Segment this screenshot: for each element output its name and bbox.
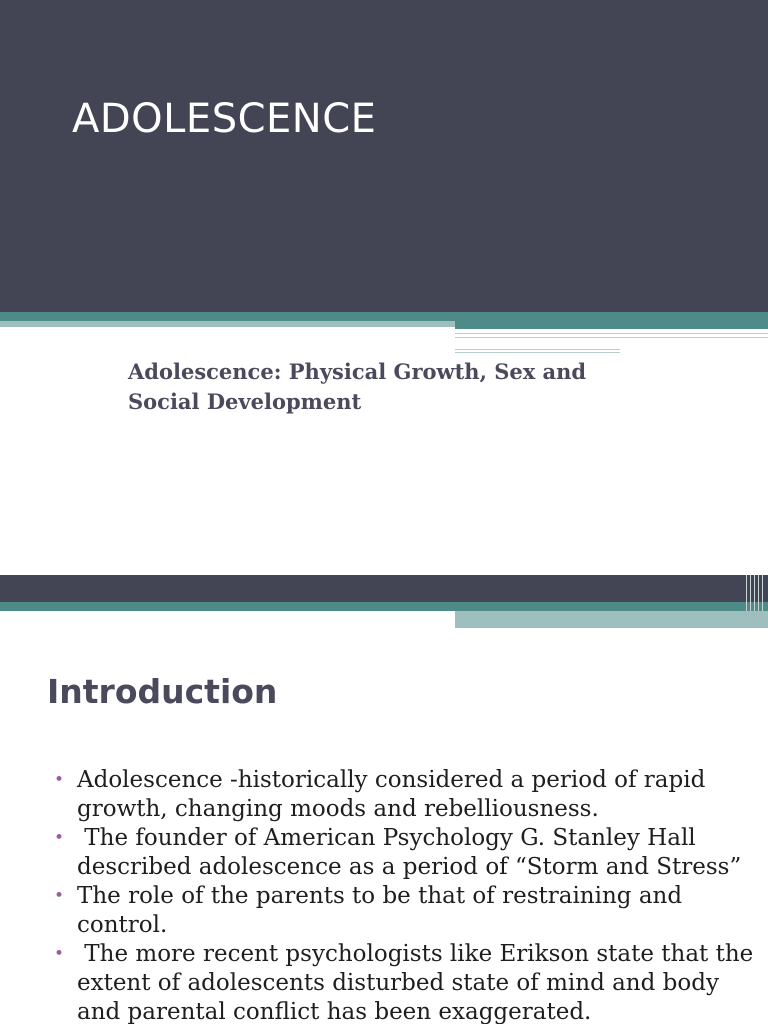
list-item xyxy=(54,940,754,1024)
list-item-line: The role of the parents to be that of restraining and xyxy=(77,883,683,909)
bullet-dot-icon: • xyxy=(54,886,65,906)
list-item-line: and parental conflict has been exaggerated. xyxy=(77,999,592,1024)
list-item xyxy=(54,882,744,940)
decorative-stripes xyxy=(744,575,768,611)
decorative-lines xyxy=(455,331,768,347)
section-title: Introduction xyxy=(47,672,278,711)
list-item-line: Adolescence -historically considered a period of rapid xyxy=(77,767,706,793)
list-item-line: growth, changing moods and rebelliousness. xyxy=(77,796,599,822)
list-item-line: The more recent psychologists like Erikson state that the xyxy=(77,941,754,967)
header-band xyxy=(0,575,768,602)
bullet-dot-icon: • xyxy=(54,944,65,964)
header-band xyxy=(0,0,768,312)
subtitle-line: Social Development xyxy=(128,389,362,414)
list-item xyxy=(54,766,744,824)
list-item xyxy=(54,824,744,882)
introduction-slide xyxy=(0,575,768,1024)
list-item-line: extent of adolescents disturbed state of mind and body xyxy=(77,970,719,996)
slide-subtitle xyxy=(128,357,688,417)
light-teal-stripe xyxy=(455,611,768,628)
bullet-dot-icon: • xyxy=(54,828,65,848)
list-item-line: The founder of American Psychology G. Stanley Hall xyxy=(77,825,696,851)
teal-stripe-right xyxy=(455,312,768,329)
subtitle-line: Adolescence: Physical Growth, Sex and xyxy=(128,359,587,384)
list-item-line: described adolescence as a period of “Storm and Stress” xyxy=(77,854,742,880)
list-item-line: control. xyxy=(77,912,168,938)
bullet-dot-icon: • xyxy=(54,770,65,790)
light-teal-stripe xyxy=(0,321,455,327)
bullet-list xyxy=(54,766,754,1024)
teal-stripe xyxy=(0,602,768,611)
slide-title: ADOLESCENCE xyxy=(72,96,377,142)
